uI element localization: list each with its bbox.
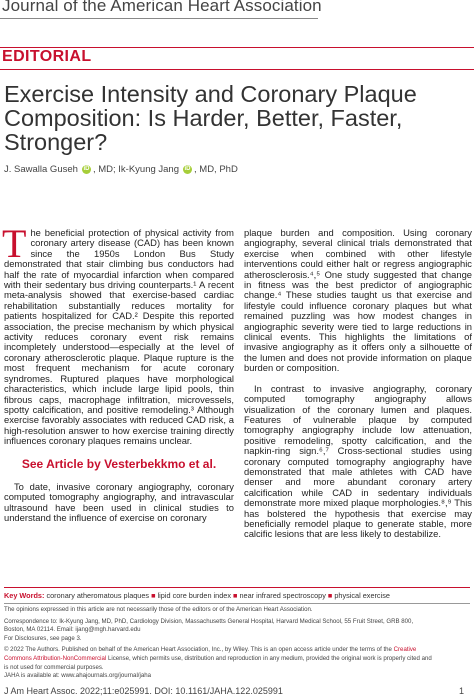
drop-cap: T bbox=[2, 221, 27, 266]
body-paragraph: In contrast to invasive angiography, coronary computed tomography angiography allows visualization of the coronary lumen and plaques. Features of vulnerable plaque by computed tomography angiography include low attenuation, positive remodeling, spotty calcification, and the napkin-ring sign.⁶,⁷ Cross-sectional studies using coronary computed tomography angiography have demonstrated that male athletes with CAD have denser and more abundant coronary artery calcification while CAD in sedentary individuals demonstrate more mixed plaque morphologies.⁸,⁹ This has bolstered the hypothesis that exercise may beneficially remodel plaque to generate stable, more calcific lesions that are less likely to destabilize. bbox=[244, 382, 472, 540]
body-paragraph: To date, invasive coronary angiography, coronary computed tomography angiography, and intravascular ultrasound have been used in clinical studies to understand the influence of exercise on coronary bbox=[4, 480, 234, 524]
see-article-link[interactable]: See Article by Vesterbekkmo et al. bbox=[21, 456, 217, 471]
disclaimer-note: The opinions expressed in this article are not necessarily those of the editors or of the American Heart Association. bbox=[4, 606, 313, 613]
keyword-item: lipid core burden index bbox=[157, 591, 231, 600]
disclosures-note: For Disclosures, see page 3. bbox=[4, 634, 82, 642]
keyword-item: physical exercise bbox=[334, 591, 390, 600]
license-line-2: Commons Attribution-NonCommercial License, which permits use, distribution and reproduction in any medium, provided the original work is properly cited and bbox=[4, 654, 432, 662]
header-divider bbox=[0, 18, 318, 19]
author-name-1: J. Sawalla Guseh bbox=[4, 164, 78, 175]
journal-url-note: JAHA is available at: www.ahajournals.org/journal/jaha bbox=[4, 672, 152, 680]
license-link[interactable]: Commons Attribution-NonCommercial bbox=[4, 654, 107, 662]
title-line-1: Exercise Intensity and Coronary Plaque bbox=[4, 81, 417, 107]
author-degrees: , MD, PhD bbox=[194, 164, 238, 175]
keywords-divider bbox=[4, 587, 470, 588]
keywords-label: Key Words: bbox=[4, 591, 45, 600]
journal-name: Journal of the American Heart Association bbox=[2, 0, 322, 15]
orcid-icon[interactable]: iD bbox=[83, 165, 90, 172]
citation: J Am Heart Assoc. 2022;11:e025991. DOI: 10.1161/JAHA.122.025991 bbox=[4, 686, 283, 696]
keyword-item: coronary atheromatous plaques bbox=[46, 591, 150, 600]
author-name-2: , MD; Ik-Kyung Jang bbox=[92, 164, 179, 175]
keyword-item: near infrared spectroscopy bbox=[239, 591, 326, 600]
page-number: 1 bbox=[458, 686, 464, 696]
right-column bbox=[244, 228, 472, 540]
section-label: EDITORIAL bbox=[2, 48, 92, 65]
license-line-1: © 2022 The Authors. Published on behalf of the American Heart Association, Inc., by Wiley. This is an open access article under the terms of the Creative bbox=[4, 646, 417, 654]
correspondence-address: Boston, MA 02114. Email: ijang@mgh.harvard.edu bbox=[4, 626, 141, 634]
left-column bbox=[2, 221, 234, 524]
footnote-divider bbox=[4, 603, 470, 604]
intro-paragraph bbox=[2, 221, 234, 447]
license-line-3: is not used for commercial purposes. bbox=[4, 663, 104, 671]
license-link[interactable]: Creative bbox=[393, 646, 417, 654]
title-line-3: Stronger? bbox=[4, 129, 108, 155]
footnotes bbox=[4, 606, 472, 681]
body-paragraph: plaque burden and composition. Using coronary angiography, several clinical trials demonstrated that exercise when combined with other lifestyle interventions could either halt or regress angiographic atherosclerosis.⁴,⁵ One study suggested that change in fitness was the best predictor of angiographic change.⁴ These studies taught us that exercise and lifestyle could influence coronary plaques but what remained puzzling was how modest changes in angiographic severity were tied to large reductions in clinical events. This highlights the limitations of invasive angiography as it offers only a silhouette of the lumen and does not provide information on plaque burden or composition. bbox=[244, 227, 472, 374]
title-line-2: Composition: Is Harder, Better, Faster, bbox=[4, 105, 403, 131]
correspondence-note: Correspondence to: Ik-Kyung Jang, MD, PhD, Cardiology Division, Massachusetts General Hospital, Harvard Medical School, 55 Fruit Street, GRB 800, bbox=[4, 617, 414, 625]
author-list bbox=[4, 164, 238, 175]
article-title bbox=[4, 82, 464, 154]
intro-text: he beneficial protection of physical activity from coronary artery disease (CAD) has been known since the 1950s London Bus Study demonstrated that stair climbing bus conductors had half the rate of myocardial infarction when compared with their sedentary bus driving counterparts.¹ A recent meta-analysis showed that exercise-based cardiac rehabilitation substantially reduces mortality for patients hospitalized for CAD.² Despite this reported association, the precise mechanism by which physical activity reduces coronary event risk remains incompletely understood—especially at the level of coronary atherosclerotic plaque. Plaque rupture is the most frequent mechanism for acute coronary syndromes. Ruptured plaques have morphological characteristics, which include large lipid pools, thin fibrous caps, macrophage infiltration, microvessels, spotty calcification, and positive remodeling.³ Although exercise favorably associates with reduced CAD risk, a high-resolution answer to how exercise training directly influences coronary plaques remains unclear. bbox=[4, 227, 234, 447]
orcid-icon[interactable]: iD bbox=[184, 165, 191, 172]
keywords: Key Words: coronary atheromatous plaques ■ lipid core burden index ■ near infrared spectroscopy ■ physical exercise bbox=[4, 591, 390, 600]
